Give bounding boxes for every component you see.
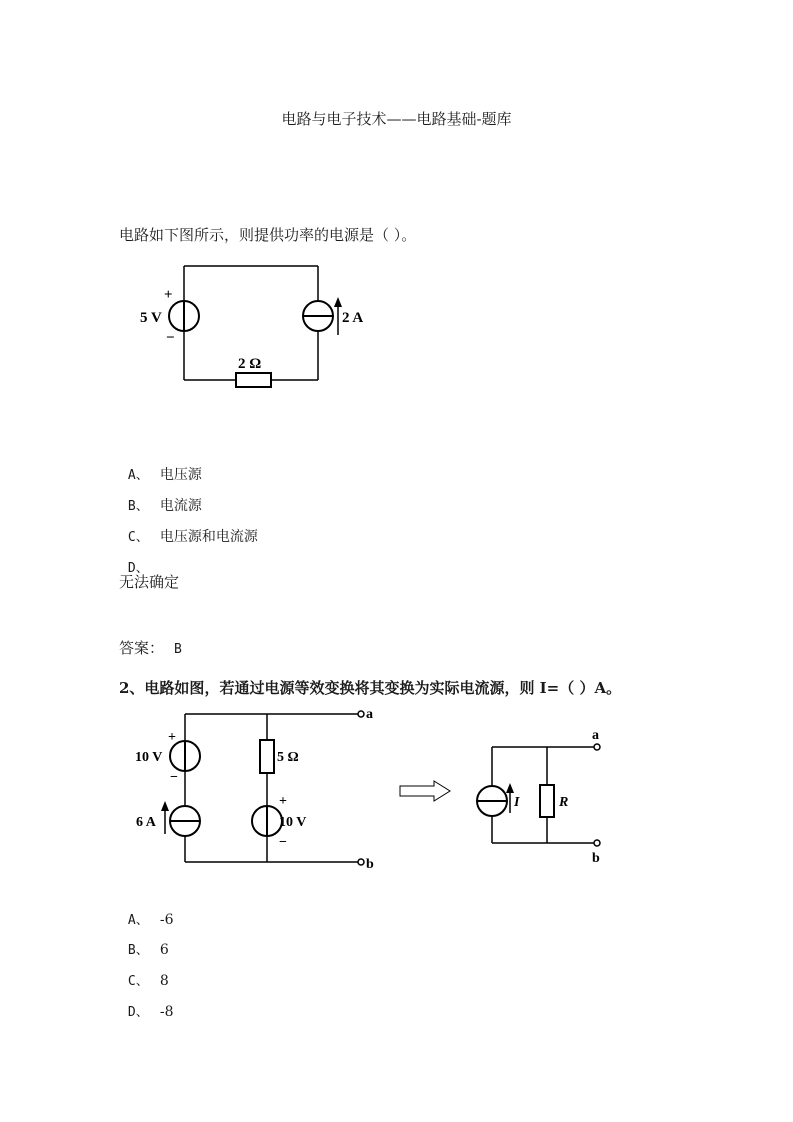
vs1-label: 10 V xyxy=(135,750,163,765)
terminal-b-icon xyxy=(594,840,600,846)
answer-label: 答案： xyxy=(119,639,165,657)
resistor-label: 5 Ω xyxy=(277,750,299,765)
option-label: C、 xyxy=(127,530,149,545)
option-text: 电压源和电流源 xyxy=(159,529,258,545)
resistor-icon xyxy=(236,373,271,387)
document-title: 电路与电子技术——电路基础-题库 xyxy=(281,110,512,128)
option-text: -6 xyxy=(159,912,174,928)
question-1-answer xyxy=(119,637,182,658)
option-text: -8 xyxy=(159,1004,174,1020)
option-label: D、 xyxy=(127,561,149,576)
option-label: D、 xyxy=(127,1005,149,1020)
terminal-a-icon xyxy=(358,711,364,717)
vs1-minus-sign: − xyxy=(170,770,178,785)
vs-plus-sign: + xyxy=(164,287,173,303)
question-2-option-c[interactable] xyxy=(119,954,169,989)
question-2-right-circuit xyxy=(470,725,620,870)
option-label: B、 xyxy=(127,943,149,958)
option-text: 6 xyxy=(159,942,169,958)
option-text: 8 xyxy=(159,973,169,989)
cs-label: 6 A xyxy=(136,815,156,830)
option-label: A、 xyxy=(127,913,149,928)
vs-minus-sign: − xyxy=(166,330,175,346)
question-2-text: 2、电路如图，若通过电源等效变换将其变换为实际电流源，则 I=（ ）A。 xyxy=(119,679,622,697)
vs2-minus-sign: − xyxy=(279,835,287,850)
question-2-left-circuit xyxy=(130,700,380,880)
question-1-text: 电路如下图所示，则提供功率的电源是（ ）。 xyxy=(119,226,417,244)
terminal-a-label: a xyxy=(366,707,373,722)
vs-label: 5 V xyxy=(140,310,162,326)
question-1-option-d-text: 无法确定 xyxy=(119,573,180,591)
vs2-label: 10 V xyxy=(279,815,307,830)
option-label: B、 xyxy=(127,499,149,514)
terminal-a-icon xyxy=(594,744,600,750)
resistor-label: 2 Ω xyxy=(238,356,262,372)
resistor-r-icon xyxy=(540,785,554,817)
vs1-plus-sign: + xyxy=(168,730,176,745)
option-label: A、 xyxy=(127,468,149,483)
cs-label: I xyxy=(514,795,520,810)
terminal-b-icon xyxy=(358,859,364,865)
terminal-a-label: a xyxy=(592,728,599,743)
resistor-5-ohm-icon xyxy=(260,740,274,773)
answer-value: B xyxy=(174,642,182,657)
option-label: C、 xyxy=(127,974,149,989)
vs2-plus-sign: + xyxy=(279,794,287,809)
terminal-b-label: b xyxy=(366,857,374,872)
terminal-b-label: b xyxy=(592,851,600,866)
resistor-label: R xyxy=(559,795,569,810)
question-2-option-d[interactable] xyxy=(119,985,174,1020)
option-text: 电压源 xyxy=(159,467,202,483)
conversion-arrow-icon xyxy=(398,780,454,802)
question-1-circuit xyxy=(130,255,390,395)
question-2-option-b[interactable] xyxy=(119,923,169,958)
option-text: 电流源 xyxy=(159,498,202,514)
cs-label: 2 A xyxy=(342,310,364,326)
